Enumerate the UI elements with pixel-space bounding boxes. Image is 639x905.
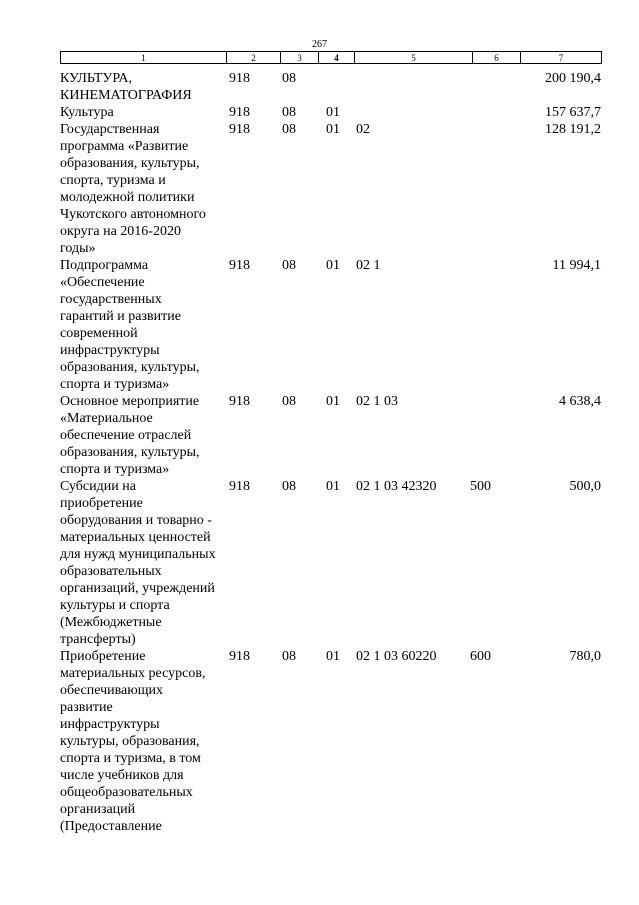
header-col-6: 6 — [473, 52, 521, 64]
table-row — [60, 393, 601, 478]
row-name: Культура — [60, 105, 114, 120]
row-code-5: 02 1 — [356, 258, 381, 273]
row-code-2: 918 — [229, 105, 250, 120]
row-code-3: 08 — [282, 479, 296, 494]
table-row — [60, 70, 601, 104]
row-code-2: 918 — [229, 71, 250, 86]
row-code-6: 600 — [470, 649, 491, 664]
row-amount: 200 190,4 — [545, 71, 601, 86]
row-amount: 780,0 — [569, 649, 601, 664]
row-amount: 500,0 — [569, 479, 601, 494]
row-amount: 128 191,2 — [545, 122, 601, 137]
row-name: Основное мероприятие «Материальное обеспечение отраслей образования, культуры, спорта и туризма» — [60, 394, 200, 477]
row-name: Подпрограмма «Обеспечение государственных гарантий и развитие современной инфраструктуры образования, культуры, спорта и туризма» — [60, 258, 200, 392]
table-row — [60, 104, 601, 121]
table-row — [60, 257, 601, 393]
row-code-2: 918 — [229, 122, 250, 137]
row-code-3: 08 — [282, 649, 296, 664]
table-row — [60, 648, 601, 835]
row-code-2: 918 — [229, 394, 250, 409]
row-amount: 4 638,4 — [559, 394, 601, 409]
page-number: 267 — [312, 39, 327, 50]
row-code-5: 02 1 03 60220 — [356, 649, 437, 664]
header-row — [61, 52, 602, 64]
header-col-3: 3 — [281, 52, 319, 64]
row-code-4: 01 — [326, 394, 340, 409]
row-code-3: 08 — [282, 105, 296, 120]
row-name: КУЛЬТУРА, КИНЕМАТОГРАФИЯ — [60, 71, 192, 103]
header-col-7: 7 — [521, 52, 602, 64]
row-code-5: 02 1 03 — [356, 394, 398, 409]
table-header — [60, 51, 602, 64]
row-code-3: 08 — [282, 122, 296, 137]
row-code-4: 01 — [326, 479, 340, 494]
table-row — [60, 121, 601, 257]
header-col-2: 2 — [227, 52, 281, 64]
header-col-1: 1 — [61, 52, 227, 64]
row-code-3: 08 — [282, 71, 296, 86]
row-code-6: 500 — [470, 479, 491, 494]
row-code-4: 01 — [326, 122, 340, 137]
row-code-3: 08 — [282, 258, 296, 273]
header-col-5: 5 — [355, 52, 473, 64]
row-amount: 11 994,1 — [552, 258, 601, 273]
row-code-5: 02 1 03 42320 — [356, 479, 437, 494]
row-name: Субсидии на приобретение оборудования и товарно - материальных ценностей для нужд муниципальных образовательных организаций, учреждений культуры и спорта (Межбюджетные трансферты) — [60, 479, 216, 647]
row-code-2: 918 — [229, 479, 250, 494]
row-code-2: 918 — [229, 258, 250, 273]
table-row — [60, 478, 601, 648]
row-code-4: 01 — [326, 649, 340, 664]
row-code-3: 08 — [282, 394, 296, 409]
row-name: Государственная программа «Развитие образования, культуры, спорта, туризма и молодежной политики Чукотского автономного округа на 2016-2020 годы» — [60, 122, 206, 256]
row-code-4: 01 — [326, 105, 340, 120]
row-code-2: 918 — [229, 649, 250, 664]
row-name: Приобретение материальных ресурсов, обеспечивающих развитие инфраструктуры культуры, образования, спорта и туризма, в том числе учебников для общеобразовательных организаций (Предоставление — [60, 649, 206, 834]
table-body — [60, 70, 601, 835]
header-col-4: 4 — [319, 52, 355, 64]
row-amount: 157 637,7 — [545, 105, 601, 120]
row-code-4: 01 — [326, 258, 340, 273]
row-code-5: 02 — [356, 122, 370, 137]
